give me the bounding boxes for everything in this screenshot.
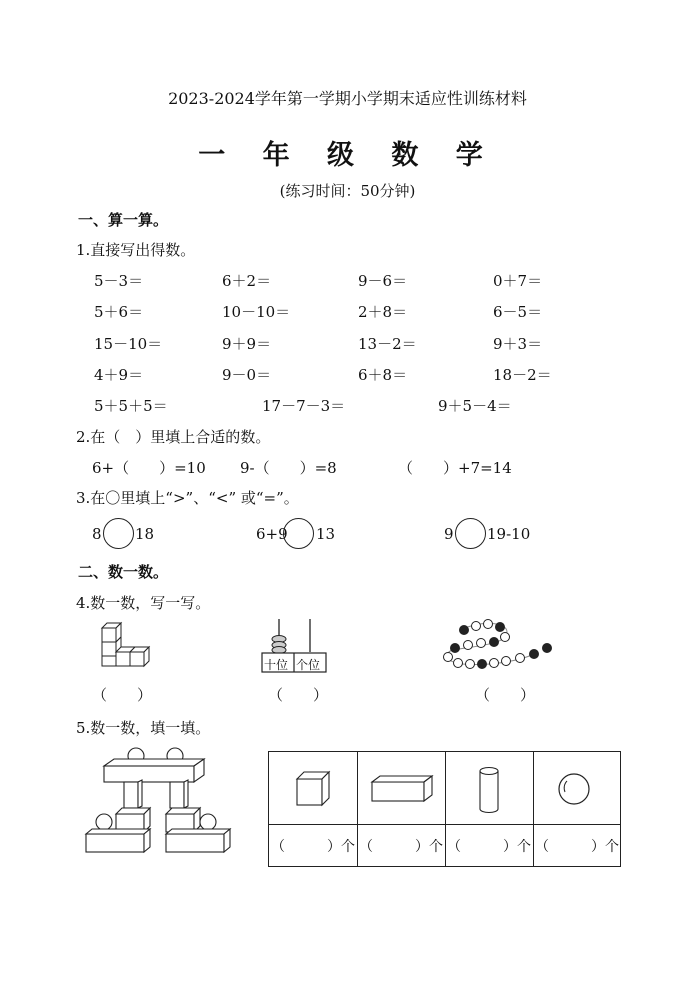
cuboid-icon <box>370 774 434 804</box>
fill-blank: （ ）+7=14 <box>398 459 512 477</box>
equation: 4＋9＝ <box>94 366 144 384</box>
compare-right: 18 <box>135 525 155 543</box>
page-header: 2023-2024学年第一学期小学期末适应性训练材料 <box>168 89 527 108</box>
compare-right: 19-10 <box>487 525 531 543</box>
answer-blank: （ ） <box>268 686 329 704</box>
section-heading: 一、算一算。 <box>78 211 169 229</box>
compare-left: 9 <box>444 525 454 543</box>
equation: 5＋6＝ <box>94 303 144 321</box>
compare-circle <box>283 518 314 549</box>
compare-circle <box>103 518 134 549</box>
question-label: 3.在〇里填上“>”、“<” 或“=”。 <box>76 489 299 507</box>
fill-blank: 9-（ ）=8 <box>240 459 337 477</box>
equation: 6－5＝ <box>493 303 543 321</box>
answer-blank: （ ） <box>92 686 153 704</box>
equation: 18－2＝ <box>493 366 552 384</box>
equation: 5＋5＋5＝ <box>94 397 168 415</box>
equation: 9－6＝ <box>358 272 408 290</box>
building-blocks-figure <box>84 746 234 858</box>
equation: 17－7－3＝ <box>262 397 346 415</box>
equation: 10－10＝ <box>222 303 291 321</box>
equation: 0＋7＝ <box>493 272 543 290</box>
equation: 6＋8＝ <box>358 366 408 384</box>
count-answer-cuboid: （ ）个 <box>359 839 443 855</box>
question-label: 2.在（ ）里填上合适的数。 <box>76 428 271 446</box>
compare-circle <box>455 518 486 549</box>
section-heading: 二、数一数。 <box>78 563 169 581</box>
sphere-icon <box>557 772 591 806</box>
compare-left: 8 <box>92 525 102 543</box>
answer-blank: （ ） <box>475 686 536 704</box>
abacus-label-ones: 个位 <box>296 658 321 672</box>
page-title: 一 年 级 数 学 <box>198 140 497 171</box>
page-subtitle: (练习时间：50分钟) <box>279 182 416 200</box>
equation: 15－10＝ <box>94 335 163 353</box>
equation: 9＋5－4＝ <box>438 397 512 415</box>
question-label: 4.数一数，写一写。 <box>76 594 211 612</box>
cylinder-icon <box>478 766 500 814</box>
compare-left: 6+9 <box>256 525 288 543</box>
equation: 9＋9＝ <box>222 335 272 353</box>
cubes-figure <box>100 620 160 670</box>
equation: 6＋2＝ <box>222 272 272 290</box>
equation: 9＋3＝ <box>493 335 543 353</box>
fill-blank: 6+（ ）=10 <box>92 459 206 477</box>
cube-icon <box>295 770 331 808</box>
compare-right: 13 <box>316 525 336 543</box>
question-label: 1.直接写出得数。 <box>76 241 196 259</box>
shape-count-table <box>268 751 621 867</box>
equation: 2＋8＝ <box>358 303 408 321</box>
equation: 13－2＝ <box>358 335 417 353</box>
count-answer-cylinder: （ ）个 <box>447 839 531 855</box>
abacus-label-tens: 十位 <box>264 658 289 672</box>
count-answer-sphere: （ ）个 <box>535 839 619 855</box>
equation: 9－0＝ <box>222 366 272 384</box>
bead-string-figure <box>442 620 554 672</box>
question-label: 5.数一数，填一填。 <box>76 719 211 737</box>
equation: 5－3＝ <box>94 272 144 290</box>
count-answer-cube: （ ）个 <box>271 839 355 855</box>
